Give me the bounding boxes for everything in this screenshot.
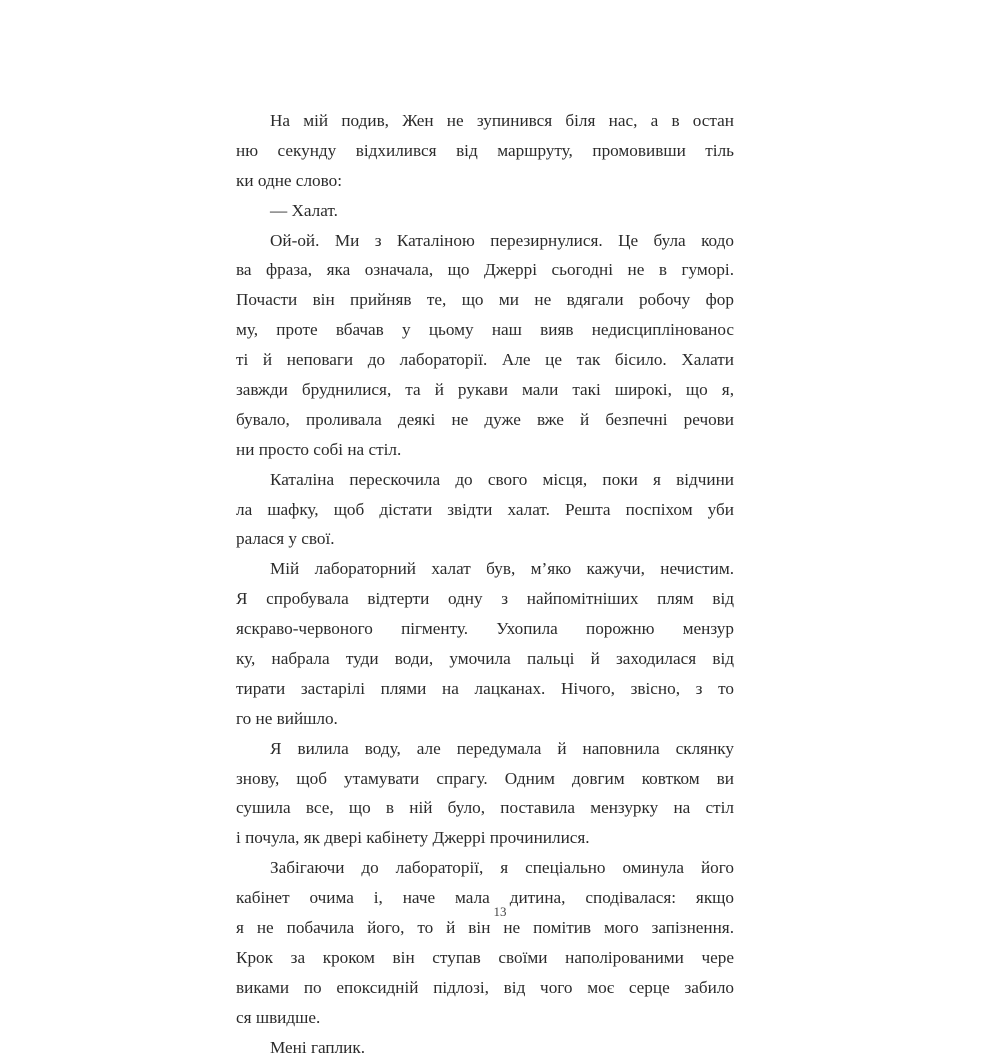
text-line: і почула, як двері кабінету Джеррі прочинилися. bbox=[236, 828, 590, 848]
text-line: Я спробувала відтерти одну з найпомітніших плям від bbox=[236, 589, 734, 609]
text-line: Мені гаплик. bbox=[270, 1037, 366, 1057]
text-line: Ой-ой. Ми з Каталіною перезирнулися. Це була кодо bbox=[270, 230, 734, 250]
text-line: ся швидше. bbox=[236, 1007, 321, 1027]
text-line: ті й неповаги до лабораторії. Але це так бісило. Халати bbox=[236, 350, 734, 370]
text-line: ки одне слово: bbox=[236, 170, 342, 190]
text-line: я не побачила його, то й він не помітив мого запізнення. bbox=[236, 918, 734, 938]
text-line: знову, щоб утамувати спрагу. Одним довгим ковтком ви bbox=[236, 768, 734, 788]
text-line: яскраво-червоного пігменту. Ухопила порожню мензур bbox=[236, 619, 734, 639]
text-line: Мій лабораторний халат був, м’яко кажучи, нечистим. bbox=[270, 559, 734, 579]
text-line: го не вийшло. bbox=[236, 708, 338, 728]
text-line: ку, набрала туди води, умочила пальці й заходилася від bbox=[236, 649, 734, 669]
text-line: виками по епоксидній підлозі, від чого моє серце забило bbox=[236, 977, 734, 997]
text-line: Крок за кроком він ступав своїми наполірованими чере bbox=[236, 947, 734, 967]
text-line: завжди бруднилися, та й рукави мали такі широкі, що я, bbox=[236, 380, 734, 400]
text-line: тирати застарілі плями на лацканах. Нічого, звісно, з то bbox=[236, 678, 734, 698]
text-line: — Халат. bbox=[270, 200, 338, 220]
text-line: ва фраза, яка означала, що Джеррі сьогодні не в гуморі. bbox=[236, 260, 734, 280]
text-line: Я вилила воду, але передумала й наповнила склянку bbox=[270, 738, 734, 758]
text-line: ла шафку, щоб дістати звідти халат. Решта поспіхом уби bbox=[236, 499, 734, 519]
page-number: 13 bbox=[493, 904, 507, 919]
text-line: На мій подив, Жен не зупинився біля нас, а в остан bbox=[270, 111, 734, 130]
text-line: ни просто собі на стіл. bbox=[236, 439, 402, 459]
text-line: му, проте вбачав у цьому наш вияв недисциплінованос bbox=[236, 320, 734, 340]
text-line: Каталіна перескочила до свого місця, поки я відчини bbox=[270, 469, 734, 489]
text-line: ралася у свої. bbox=[236, 529, 335, 549]
text-line: кабінет очима і, наче мала дитина, сподівалася: якщо bbox=[236, 888, 734, 908]
text-line: ню секунду відхилився від маршруту, промовивши тіль bbox=[236, 140, 734, 160]
text-line: сушила все, що в ній було, поставила мензурку на стіл bbox=[236, 798, 734, 818]
text-line: бувало, проливала деякі не дуже вже й безпечні речови bbox=[236, 409, 734, 429]
text-line: Почасти він прийняв те, що ми не вдягали робочу фор bbox=[236, 290, 734, 310]
text-line: Забігаючи до лабораторії, я спеціально оминула його bbox=[270, 858, 734, 878]
